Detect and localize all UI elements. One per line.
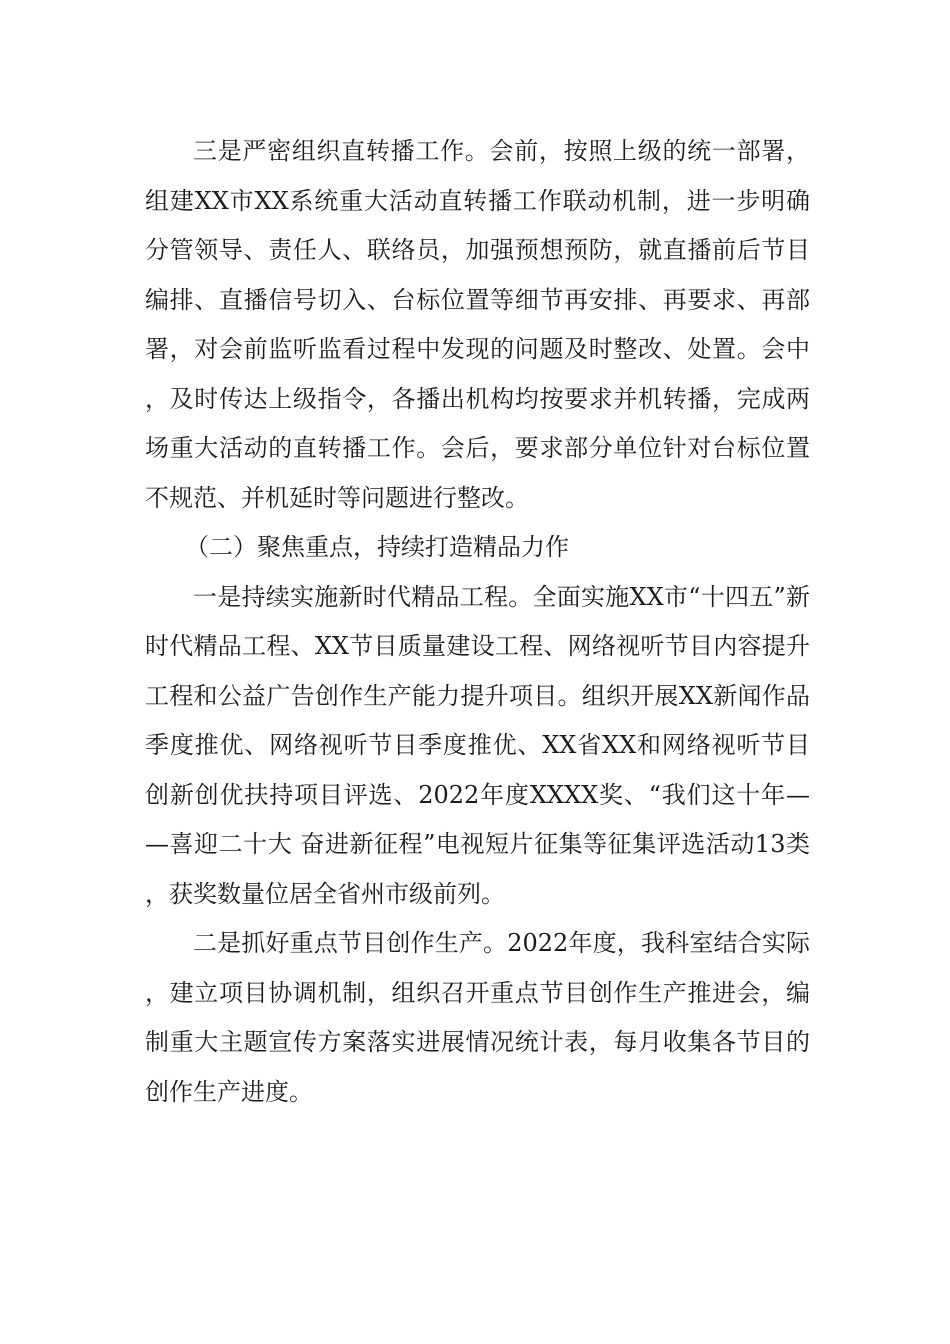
section-heading: （二）聚焦重点，持续打造精品力作 xyxy=(185,533,569,561)
paragraph-key-programs: 二是抓好重点节目创作生产。2022年度，我科室结合实际，建立项目协调机制，组织召开重点节目创作生产推进会，编制重大主题宣传方案落实进展情况统计表，每月收集各节目的创作生产进度。 xyxy=(145,929,810,1106)
paragraph-live-broadcast: 三是严密组织直转播工作。会前，按照上级的统一部署，组建XX市XX系统重大活动直转播工作联动机制，进一步明确分管领导、责任人、联络员，加强预想预防，就直播前后节目编排、直播信号切入、台标位置等细节再安排、再要求、再部署，对会前监听监看过程中发现的问题及时整改、处置。会中，及时传达上级指令，各播出机构均按要求并机转播，完成两场重大活动的直转播工作。会后，要求部分单位针对台标位置不规范、并机延时等问题进行整改。 xyxy=(145,137,810,512)
paragraph-quality-project: 一是持续实施新时代精品工程。全面实施XX市“十四五”新时代精品工程、XX节目质量建设工程、网络视听节目内容提升工程和公益广告创作生产能力提升项目。组织开展XX新闻作品季度推优、网络视听节目季度推优、XX省XX和网络视听节目创新创优扶持项目评选、2022年度XXXX奖、“我们这十年——喜迎二十大 奋进新征程”电视短片征集等征集评选活动13类，获奖数量位居全省州市级前列。 xyxy=(145,582,810,908)
document-body xyxy=(145,127,810,1117)
